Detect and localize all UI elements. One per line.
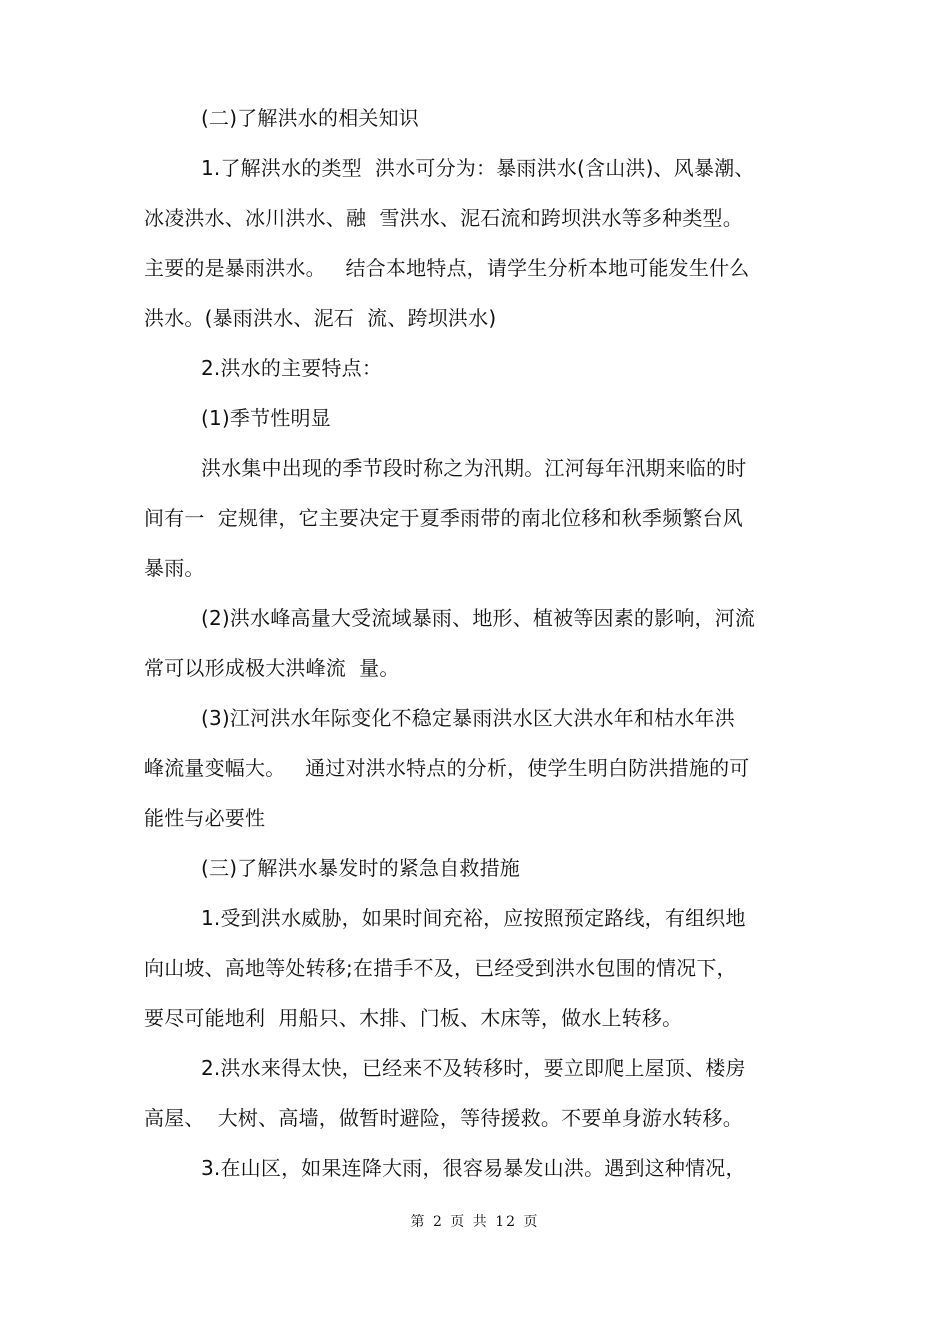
paragraph-line: 峰流量变幅大。 通过对洪水特点的分析，使学生明白防洪措施的可 xyxy=(144,756,750,780)
paragraph-line: 洪水集中出现的季节段时称之为汛期。江河每年汛期来临的时 xyxy=(201,456,747,480)
paragraph-line: 向山坡、高地等处转移;在措手不及，已经受到洪水包围的情况下， xyxy=(144,956,737,980)
paragraph-line: 主要的是暴雨洪水。 结合本地特点，请学生分析本地可能发生什么 xyxy=(144,256,750,280)
paragraph-line: 1.了解洪水的类型 洪水可分为：暴雨洪水(含山洪)、风暴潮、 xyxy=(201,156,755,180)
paragraph-line: (1)季节性明显 xyxy=(201,406,331,430)
paragraph-line: 暴雨。 xyxy=(144,556,205,580)
paragraph-line: 高屋、 大树、高墙，做暂时避险，等待援救。不要单身游水转移。 xyxy=(144,1106,743,1130)
paragraph-line: 1.受到洪水威胁，如果时间充裕，应按照预定路线，有组织地 xyxy=(201,906,746,930)
paragraph-line: 洪水。(暴雨洪水、泥石 流、跨坝洪水) xyxy=(144,306,497,330)
paragraph-line: 冰凌洪水、冰川洪水、融 雪洪水、泥石流和跨坝洪水等多种类型。 xyxy=(144,206,743,230)
paragraph-line: (2)洪水峰高量大受流域暴雨、地形、植被等因素的影响，河流 xyxy=(201,606,756,630)
paragraph-line: (3)江河洪水年际变化不稳定暴雨洪水区大洪水年和枯水年洪 xyxy=(201,706,735,730)
paragraph-line: 常可以形成极大洪峰流 量。 xyxy=(144,656,400,680)
paragraph-line: 2.洪水的主要特点： xyxy=(201,356,383,380)
page-footer: 第 2 页 共 12 页 xyxy=(410,1214,540,1230)
paragraph-line: 要尽可能地利 用船只、木排、门板、木床等，做水上转移。 xyxy=(144,1006,683,1030)
paragraph-line: 2.洪水来得太快，已经来不及转移时，要立即爬上屋顶、楼房 xyxy=(201,1056,746,1080)
paragraph-line: 间有一 定规律，它主要决定于夏季雨带的南北位移和秋季频繁台风 xyxy=(144,506,743,530)
paragraph-line: 3.在山区，如果连降大雨，很容易暴发山洪。遇到这种情况， xyxy=(201,1156,746,1180)
section-heading: (二)了解洪水的相关知识 xyxy=(201,106,420,130)
paragraph-line: 能性与必要性 xyxy=(144,806,266,830)
section-heading: (三)了解洪水暴发时的紧急自救措施 xyxy=(201,856,521,880)
